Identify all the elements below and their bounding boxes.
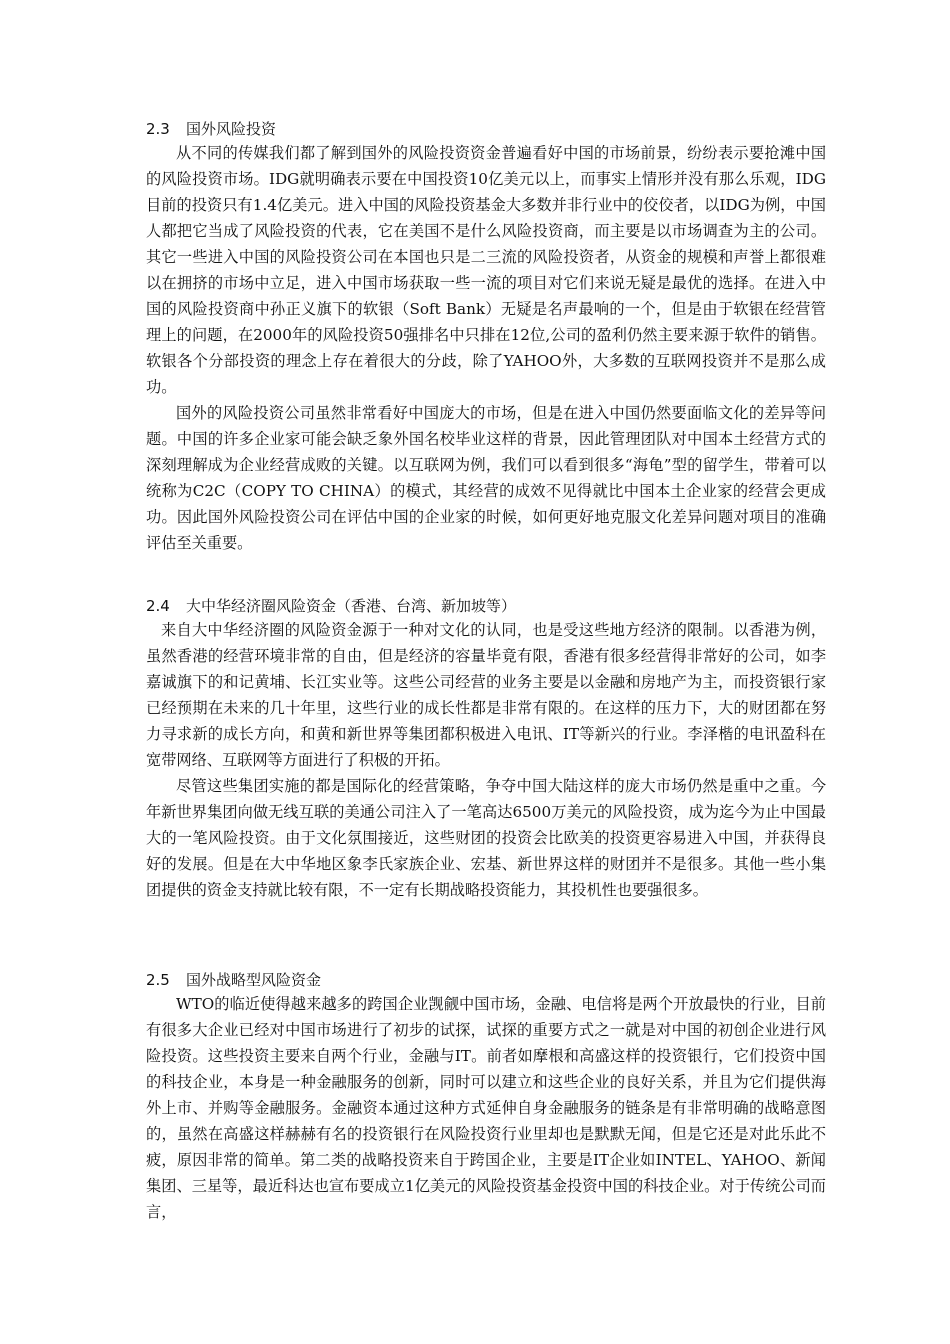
section-heading xyxy=(146,118,826,140)
section-number: 2.4 xyxy=(146,597,170,615)
section-title: 国外战略型风险资金 xyxy=(186,971,322,989)
paragraph: 尽管这些集团实施的都是国际化的经营策略，争夺中国大陆这样的庞大市场仍然是重中之重。今年新世界集团向做无线互联的美通公司注入了一笔高达6500万美元的风险投资，成为迄今为止中国最大的一笔风险投资。由于文化氛围接近，这些财团的投资会比欧美的投资更容易进入中国，并获得良好的发展。但是在大中华地区象李氏家族企业、宏基、新世界这样的财团并不是很多。其他一些小集团提供的资金支持就比较有限，不一定有长期战略投资能力，其投机性也要强很多。 xyxy=(146,777,826,899)
paragraph: 国外的风险投资公司虽然非常看好中国庞大的市场，但是在进入中国仍然要面临文化的差异等问题。中国的许多企业家可能会缺乏象外国名校毕业这样的背景，因此管理团队对中国本土经营方式的深刻理解成为企业经营成败的关键。以互联网为例，我们可以看到很多“海龟”型的留学生，带着可以统称为C2C（COPY TO CHINA）的模式，其经营的成效不见得就比中国本土企业家的经营会更成功。因此国外风险投资公司在评估中国的企业家的时候，如何更好地克服文化差异问题对项目的准确评估至关重要。 xyxy=(146,404,826,552)
section-heading xyxy=(146,595,826,617)
paragraph: 从不同的传媒我们都了解到国外的风险投资资金普遍看好中国的市场前景，纷纷表示要抢滩中国的风险投资市场。IDG就明确表示要在中国投资10亿美元以上，而事实上情形并没有那么乐观，IDG目前的投资只有1.4亿美元。进入中国的风险投资基金大多数并非行业中的佼佼者，以IDG为例，中国人都把它当成了风险投资的代表，它在美国不是什么风险投资商，而主要是以市场调查为主的公司。其它一些进入中国的风险投资公司在本国也只是二三流的风险投资者，从资金的规模和声誉上都很难以在拥挤的市场中立足，进入中国市场获取一些一流的项目对它们来说无疑是最优的选择。在进入中国的风险投资商中孙正义旗下的软银（Soft Bank）无疑是名声最响的一个，但是由于软银在经营管理上的问题，在2000年的风险投资50强排名中只排在12位,公司的盈利仍然主要来源于软件的销售。软银各个分部投资的理念上存在着很大的分歧，除了YAHOO外，大多数的互联网投资并不是那么成功。 xyxy=(146,144,826,396)
section-number: 2.5 xyxy=(146,971,170,989)
section-2-5 xyxy=(146,969,826,1225)
section-number: 2.3 xyxy=(146,120,170,138)
section-title: 大中华经济圈风险资金（香港、台湾、新加坡等） xyxy=(186,597,517,615)
section-heading xyxy=(146,969,826,991)
section-2-4 xyxy=(146,595,826,903)
section-title: 国外风险投资 xyxy=(186,120,277,138)
paragraph: 来自大中华经济圈的风险资金源于一种对文化的认同，也是受这些地方经济的限制。以香港为例，虽然香港的经营环境非常的自由，但是经济的容量毕竟有限，香港有很多经营得非常好的公司，如李嘉诚旗下的和记黄埔、长江实业等。这些公司经营的业务主要是以金融和房地产为主，而投资银行家已经预期在未来的几十年里，这些行业的成长性都是非常有限的。在这样的压力下，大的财团都在努力寻求新的成长方向，和黄和新世界等集团都积极进入电讯、IT等新兴的行业。李泽楷的电讯盈科在宽带网络、互联网等方面进行了积极的开拓。 xyxy=(146,621,826,769)
paragraph: WTO的临近使得越来越多的跨国企业觊觎中国市场，金融、电信将是两个开放最快的行业，目前有很多大企业已经对中国市场进行了初步的试探，试探的重要方式之一就是对中国的初创企业进行风险投资。这些投资主要来自两个行业，金融与IT。前者如摩根和高盛这样的投资银行，它们投资中国的科技企业，本身是一种金融服务的创新，同时可以建立和这些企业的良好关系，并且为它们提供海外上市、并购等金融服务。金融资本通过这种方式延伸自身金融服务的链条是有非常明确的战略意图的，虽然在高盛这样赫赫有名的投资银行在风险投资行业里却也是默默无闻，但是它还是对此乐此不疲，原因非常的简单。第二类的战略投资来自于跨国企业，主要是IT企业如INTEL、YAHOO、新闻集团、三星等，最近科达也宣布要成立1亿美元的风险投资基金投资中国的科技企业。对于传统公司而言， xyxy=(146,995,826,1221)
section-2-3 xyxy=(146,118,826,556)
